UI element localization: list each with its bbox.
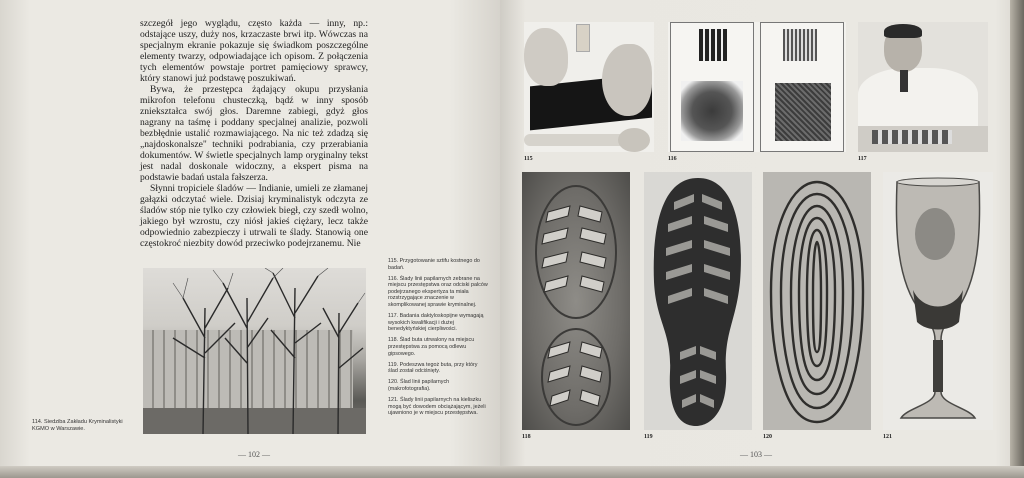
photo-117-examiner	[858, 22, 988, 152]
body-text	[140, 18, 368, 249]
caption-119: 119. Podeszwa tegoż buta, przy który ślad został odciśnięty.	[388, 361, 478, 375]
photo-120-fingerprint-macro	[763, 172, 871, 430]
caption-118: 118. Ślad buta utrwalony na miejscu przestępstwa za pomocą odlewu gipsowego.	[388, 337, 475, 357]
caption-117: 117. Badania daktyloskopijne wymagają wysokich kwalifikacji i dużej benedyktyńskiej cierpliwości.	[388, 313, 484, 333]
caption-list	[388, 258, 488, 421]
photo-119-shoe-sole	[644, 172, 752, 430]
photo-116-fingerprint-cards	[668, 22, 846, 152]
page-number-right: — 103 —	[740, 450, 772, 459]
photo-115-bone-preparation	[524, 22, 654, 152]
photo-121-wine-glass	[883, 172, 993, 430]
paragraph: Słynni tropiciele śladów — Indianie, umieli ze złamanej gałązki odczytać wiele. Dzisiaj kryminalistyk odczyta ze śladów stóp nie tylko czy człowiek biegł, czy szedł wolno, jakiego był wzrostu, czy niósł jakieś ciężary, lecz także odpowiednio zabezpieczy i utrwali te ślady. Stanowią one częstokroć niezbity dowód przeciwko podejrzanemu. Nie	[140, 183, 368, 249]
figure-number: 119	[644, 434, 653, 440]
caption-121: 121. Ślady linii papilarnych na kieliszku mogą być dowodem obciążającym, jeżeli ujawniono je w miejscu przestępstwa.	[388, 397, 486, 417]
photo-114-building	[143, 268, 366, 434]
caption-114: 114. Siedziba Zakładu Kryminalistyki KGMO w Warszawie.	[32, 419, 123, 432]
page-number-left: — 102 —	[238, 450, 270, 459]
left-page	[0, 0, 500, 470]
figure-number: 116	[668, 156, 677, 162]
caption-115: 115. Przygotowanie sztifu kostnego do badań.	[388, 258, 480, 271]
page-shadow	[0, 466, 1024, 478]
caption-116: 116. Ślady linii papilarnych zebrane na miejscu przestępstwa oraz odciski palców podejrzanego ekspertyza ta miała rozstrzygające znaczenie w skomplikowanej sprawie kryminalnej.	[388, 275, 488, 309]
photo-118-plaster-cast	[522, 172, 630, 430]
figure-number: 120	[763, 434, 772, 440]
book-edge	[1010, 0, 1024, 478]
figure-number: 118	[522, 434, 531, 440]
caption-120: 120. Ślad linii papilarnych (makrofotografia).	[388, 379, 450, 392]
figure-number: 121	[883, 434, 892, 440]
figure-number: 117	[858, 156, 867, 162]
figure-number: 115	[524, 156, 533, 162]
paragraph: Bywa, że przestępca żądający okupu przysłania mikrofon telefonu chusteczką, bądź w inny sposób zniekształca swój głos. Daremne zabiegi, gdyż głos nagrany na taśmę i poddany specjalnej analizie, pozwoli bezbłędnie ustalić rozmawiającego. Na nic też zdadzą się „najdoskonalsze" techniki podrabiania, czy przerabiania dokumentów. W świetle specjalnych lamp oryginalny tekst jest nadal doskonale widoczny, a ekspert pisma na podstawie badań ustala fałszerza.	[140, 84, 368, 183]
paragraph: szczegół jego wyglądu, często każda — inny, np.: odstające uszy, duży nos, krzaczaste brwi itp. Wówczas na specjalnym ekranie pokazuje się świadkom poszczególne elementy twarzy, odpowiadające ich opisom. Z połączenia tych elementów powstaje portret pamięciowy sprawcy, który stanowi już podstawę poszukiwań.	[140, 18, 368, 84]
